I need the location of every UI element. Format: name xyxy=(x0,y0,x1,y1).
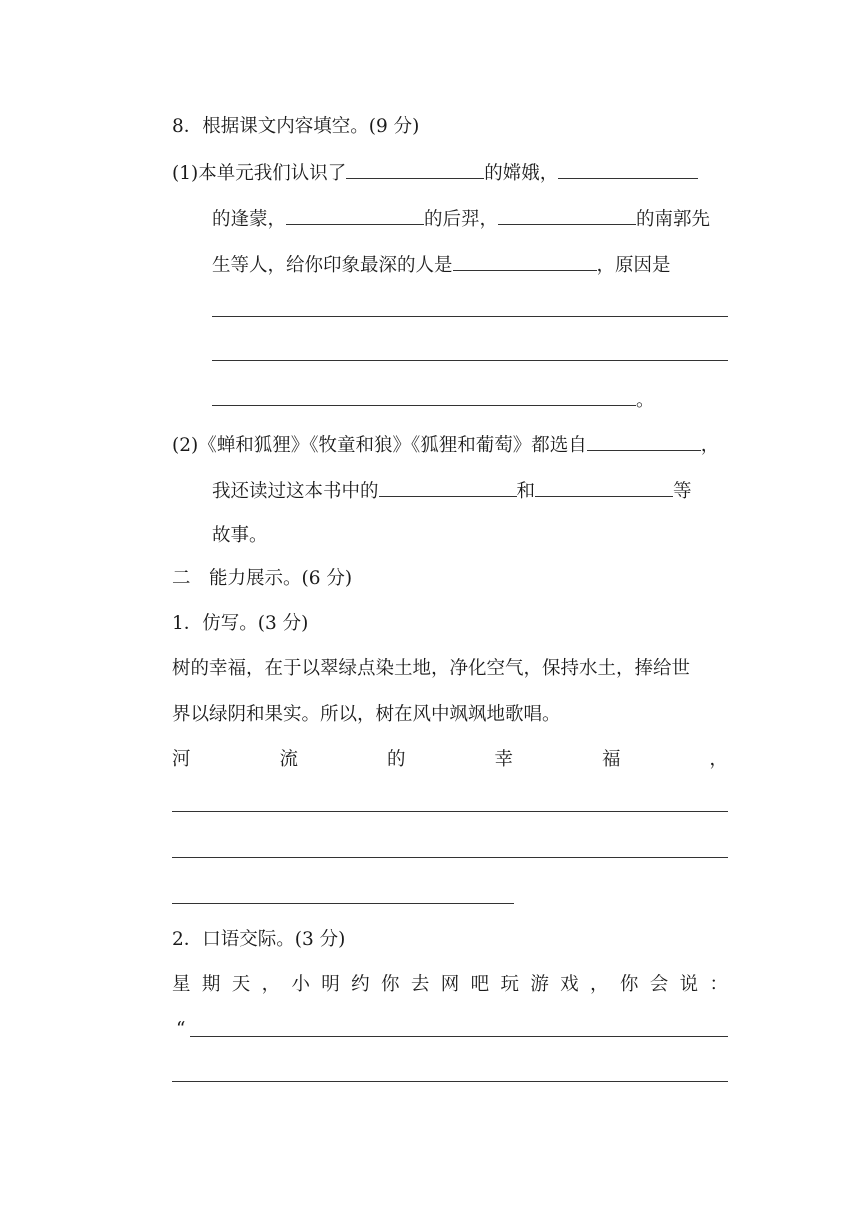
prompt-char: 你 xyxy=(619,974,639,995)
section2-heading: 二 能力展示。(6 分) xyxy=(172,568,353,589)
prompt-char: 网 xyxy=(440,974,460,995)
q8-p1-text: 的南郭先 xyxy=(636,209,711,230)
q8-p1-text: 的逢蒙， xyxy=(212,209,287,230)
fill-blank-fengmeng[interactable] xyxy=(558,159,698,179)
q2-quote-line xyxy=(176,1017,728,1043)
q2-heading: 2．口语交际。(3 分) xyxy=(172,929,346,950)
q8-p2-text: 我还读过这本书中的 xyxy=(212,481,379,502)
fill-blank-favorite-person[interactable] xyxy=(453,251,597,271)
prompt-char: 小 xyxy=(291,974,310,995)
prompt-char: 的 xyxy=(386,749,406,770)
q1-heading: 1．仿写。(3 分) xyxy=(172,613,309,634)
answer-line[interactable] xyxy=(172,857,728,858)
prompt-char: ， xyxy=(590,974,609,995)
q8-p1-line3 xyxy=(212,251,728,277)
prompt-char: 约 xyxy=(351,974,370,995)
prompt-char: 幸 xyxy=(494,749,513,770)
fill-blank-source-book[interactable] xyxy=(587,431,701,451)
prompt-char: 吧 xyxy=(470,974,490,995)
fill-blank-story-2[interactable] xyxy=(535,477,673,497)
q8-p1-text: 的嫦娥， xyxy=(484,163,559,184)
q8-p1-text: 生等人，给你印象最深的人是 xyxy=(212,255,453,276)
q8-p2-prefix: (2) xyxy=(172,435,199,456)
q8-p1-text: ，原因是 xyxy=(596,255,671,276)
q1-prompt-line xyxy=(172,747,728,773)
prompt-char: 说 xyxy=(679,974,699,995)
answer-line[interactable] xyxy=(212,316,728,317)
quote-open-mark: “ xyxy=(176,1019,186,1040)
q1-text-line1: 树的幸福，在于以翠绿点染土地，净化空气，保持水土，捧给世 xyxy=(172,658,691,679)
q8-p2-text: ， xyxy=(700,435,720,456)
prompt-char: 星 xyxy=(172,974,191,995)
answer-line[interactable] xyxy=(172,1081,728,1082)
prompt-char: 明 xyxy=(321,974,340,995)
q8-p2-line3: 故事。 xyxy=(212,525,268,546)
prompt-char: 去 xyxy=(410,974,430,995)
q8-p1-line-last xyxy=(212,386,728,412)
q8-p2-text: 《蝉和狐狸》《牧童和狼》《狐狸和葡萄》都选自 xyxy=(198,435,587,456)
prompt-char: 玩 xyxy=(500,974,519,995)
q8-p2-text: 和 xyxy=(516,481,536,502)
q8-p1-line1 xyxy=(172,159,728,185)
q8-heading: 8．根据课文内容填空。(9 分) xyxy=(172,116,420,137)
q1-text-line2: 界以绿阴和果实。所以，树在风中飒飒地歌唱。 xyxy=(172,704,561,725)
prompt-char: 期 xyxy=(201,974,221,995)
q8-p2-text: 等 xyxy=(673,481,692,502)
prompt-char: 河 xyxy=(172,749,191,770)
prompt-char: ， xyxy=(709,749,728,770)
prompt-char: 戏 xyxy=(560,974,579,995)
prompt-char: 流 xyxy=(279,749,298,770)
q8-p1-end: 。 xyxy=(636,390,655,411)
prompt-char: 你 xyxy=(381,974,400,995)
prompt-char: 福 xyxy=(601,749,621,770)
answer-line[interactable] xyxy=(212,386,636,406)
answer-line[interactable] xyxy=(212,360,728,361)
prompt-char: ， xyxy=(261,974,281,995)
fill-blank-nanguo[interactable] xyxy=(498,205,636,225)
q8-p1-line2 xyxy=(212,205,728,231)
q8-p1-text: 本单元我们认识了 xyxy=(198,163,347,184)
q8-p2-line2 xyxy=(212,477,728,503)
fill-blank-story-1[interactable] xyxy=(379,477,517,497)
fill-blank-change[interactable] xyxy=(346,159,484,179)
prompt-char: ： xyxy=(709,974,728,995)
prompt-char: 天 xyxy=(231,974,251,995)
q2-prompt-line xyxy=(172,972,728,998)
prompt-char: 会 xyxy=(649,974,669,995)
q8-p1-prefix: (1) xyxy=(172,163,199,184)
prompt-char: 游 xyxy=(530,974,549,995)
answer-line[interactable] xyxy=(172,811,728,812)
q8-p2-line1 xyxy=(172,431,728,457)
answer-line[interactable] xyxy=(172,903,514,904)
answer-line[interactable] xyxy=(190,1036,728,1037)
q8-p1-text: 的后羿， xyxy=(424,209,499,230)
fill-blank-houyi[interactable] xyxy=(286,205,424,225)
